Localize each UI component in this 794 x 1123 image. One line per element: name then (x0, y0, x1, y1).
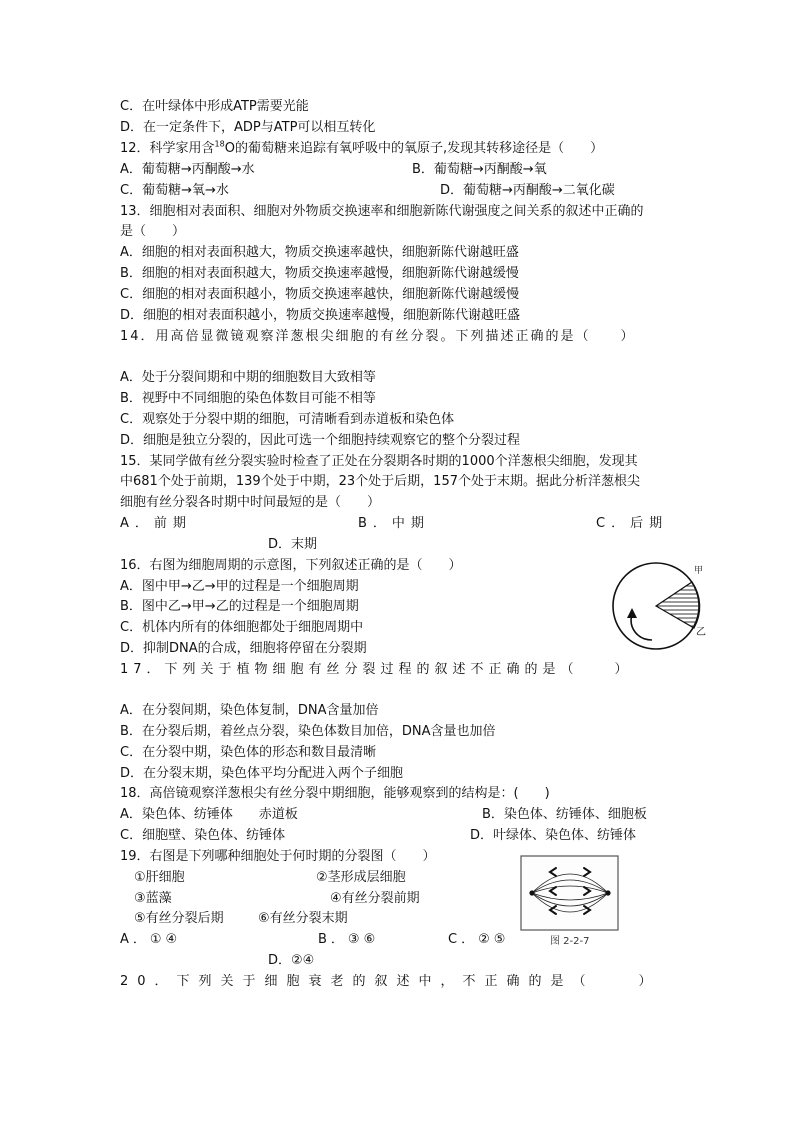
q19-item-1: ①肝细胞 (134, 870, 185, 885)
q17-option-a: A．在分裂间期，染色体复制，DNA含量加倍 (120, 703, 379, 718)
label-jia: 甲 (694, 566, 704, 576)
q12-option-d: D．葡萄糖→丙酮酸→二氧化碳 (440, 183, 615, 198)
q18-stem: 18．高倍镜观察洋葱根尖有丝分裂中期细胞，能够观察到的结构是：( ) (120, 786, 550, 801)
q14-option-a: A．处于分裂间期和中期的细胞数目大致相等 (120, 370, 376, 385)
q15-option-d: D．末期 (268, 537, 318, 552)
figure-caption: 图 2-2-7 (550, 936, 590, 947)
figure-frame (521, 856, 618, 930)
q12-superscript: 18 (214, 139, 225, 149)
q14-option-d: D．细胞是独立分裂的，因此可选一个细胞持续观察它的整个分裂过程 (120, 433, 521, 448)
q19-option-d: D．②④ (268, 953, 315, 968)
q13-option-c: C．细胞的相对表面积越小，物质交换速率越快，细胞新陈代谢越缓慢 (120, 287, 520, 302)
q19-stem: 19．右图是下列哪种细胞处于何时期的分裂图（ ） (120, 849, 436, 864)
q19-item-5: ⑤有丝分裂后期 (134, 911, 224, 926)
q19-item-3: ③蓝藻 (134, 891, 172, 906)
q16-option-c: C．机体内所有的体细胞都处于细胞周期中 (120, 620, 364, 635)
cycle-arrowhead (627, 608, 637, 618)
q20-stem: 20．下列关于细胞衰老的叙述中，不正确的是（ ） (120, 974, 661, 989)
right-pole-centriole (605, 890, 610, 895)
q15-stem-line1: 15．某同学做有丝分裂实验时检查了正处在分裂期各时期的1000个洋葱根尖细胞，发现其 (120, 454, 638, 469)
mitosis-figure (520, 855, 620, 951)
q19-option-c: C．②⑤ (448, 932, 510, 947)
q11-option-d: D．在一定条件下，ADP与ATP可以相互转化 (120, 120, 376, 135)
q19-item-2: ②茎形成层细胞 (316, 870, 406, 885)
q19-option-b: B．③⑥ (318, 932, 380, 947)
q15-option-c: C．后期 (596, 516, 669, 531)
q16-option-d: D．抑制DNA的合成，细胞将停留在分裂期 (120, 641, 367, 656)
q15-option-b: B．中期 (358, 516, 430, 531)
left-pole-centriole (529, 890, 534, 895)
q19-item-4: ④有丝分裂前期 (330, 891, 420, 906)
q15-option-a: A．前期 (120, 516, 192, 531)
q14-stem: 14．用高倍显微镜观察洋葱根尖细胞的有丝分裂。下列描述正确的是（ ） (120, 329, 636, 344)
q11-option-c: C．在叶绿体中形成ATP需要光能 (120, 99, 309, 114)
q18-option-a: A．染色体、纺锤体 赤道板 (120, 807, 298, 822)
q13-option-b: B．细胞的相对表面积越大，物质交换速率越慢，细胞新陈代谢越缓慢 (120, 266, 519, 281)
q17-option-b: B．在分裂后期，着丝点分裂，染色体数目加倍，DNA含量也加倍 (120, 724, 496, 739)
q13-option-d: D．细胞的相对表面积越小，物质交换速率越慢，细胞新陈代谢越旺盛 (120, 308, 521, 323)
q13-stem-line1: 13．细胞相对表面积、细胞对外物质交换速率和细胞新陈代谢强度之间关系的叙述中正确的 (120, 204, 644, 219)
q14-option-b: B．视野中不同细胞的染色体数目可能不相等 (120, 391, 376, 406)
q16-stem: 16．右图为细胞周期的示意图，下列叙述正确的是（ ） (120, 558, 462, 573)
q18-option-b: B．染色体、纺锤体、细胞板 (482, 807, 647, 822)
q12-option-c: C．葡萄糖→氧→水 (120, 183, 229, 198)
q14-option-c: C．观察处于分裂中期的细胞，可清晰看到赤道板和染色体 (120, 412, 455, 427)
q12-option-a: A．葡萄糖→丙酮酸→水 (120, 162, 255, 177)
q12-stem: 12．科学家用含$^{18}$O的葡萄糖来追踪有氧呼吸中的氧原子,发现其转移途径是（ ） (120, 139, 604, 156)
division-phase-sector (656, 582, 700, 628)
q19-option-a: A．①④ (120, 932, 182, 947)
q19-item-6: ⑥有丝分裂末期 (258, 911, 348, 926)
q16-option-a: A．图中甲→乙→甲的过程是一个细胞周期 (120, 579, 359, 594)
q16-option-b: B．图中乙→甲→乙的过程是一个细胞周期 (120, 599, 359, 614)
q13-option-a: A．细胞的相对表面积越大，物质交换速率越快，细胞新陈代谢越旺盛 (120, 245, 519, 260)
q18-option-d: D．叶绿体、染色体、纺锤体 (470, 828, 637, 843)
q18-option-c: C．细胞壁、染色体、纺锤体 (120, 828, 286, 843)
q15-stem-line2: 中681个处于前期，139个处于中期，23个处于后期，157个处于末期。据此分析洋葱根尖 (120, 474, 640, 489)
q15-stem-line3: 细胞有丝分裂各时期中时间最短的是（ ） (120, 495, 381, 510)
label-yi: 乙 (696, 627, 706, 638)
q17-option-d: D．在分裂末期，染色体平均分配进入两个子细胞 (120, 766, 404, 781)
q17-option-c: C．在分裂中期，染色体的形态和数目最清晰 (120, 745, 377, 760)
q13-stem-line2: 是（ ） (120, 224, 186, 239)
cell-cycle-figure (606, 556, 712, 660)
q17-stem: 17．下列关于植物细胞有丝分裂过程的叙述不正确的是（ ） (120, 662, 633, 677)
q12-option-b: B．葡萄糖→丙酮酸→氧 (412, 162, 547, 177)
